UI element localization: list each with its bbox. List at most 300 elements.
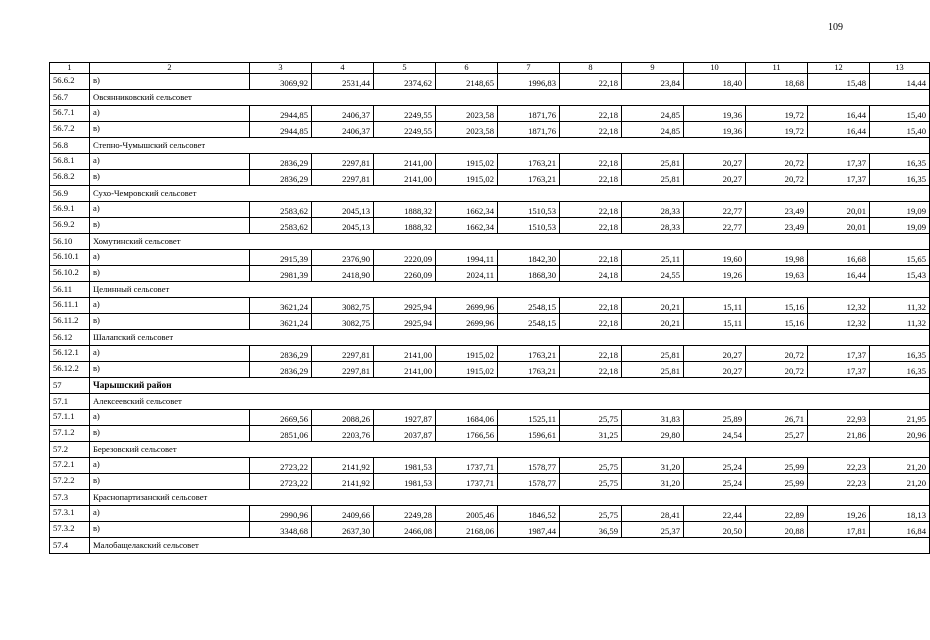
value-cell: 1888,32 [374, 218, 436, 234]
row-code: 56.8.2 [50, 170, 90, 186]
value-cell: 15,16 [746, 314, 808, 330]
column-header-row [50, 63, 930, 74]
row-code: 56.8.1 [50, 154, 90, 170]
table-row [50, 218, 930, 234]
value-cell: 20,50 [684, 522, 746, 538]
value-cell: 16,44 [808, 122, 870, 138]
value-cell: 1684,06 [436, 410, 498, 426]
council-row [50, 282, 930, 298]
value-cell: 2406,37 [312, 122, 374, 138]
value-cell: 25,81 [622, 362, 684, 378]
row-label: а) [90, 106, 250, 122]
value-cell: 25,75 [560, 458, 622, 474]
value-cell: 2990,96 [250, 506, 312, 522]
district-row [50, 378, 930, 394]
value-cell: 16,35 [870, 154, 930, 170]
table-row [50, 426, 930, 442]
council-row [50, 186, 930, 202]
value-cell: 24,55 [622, 266, 684, 282]
value-cell: 16,35 [870, 170, 930, 186]
value-cell: 1868,30 [498, 266, 560, 282]
value-cell: 20,72 [746, 170, 808, 186]
value-cell: 2637,30 [312, 522, 374, 538]
value-cell: 2220,09 [374, 250, 436, 266]
value-cell: 1871,76 [498, 122, 560, 138]
table-row [50, 202, 930, 218]
value-cell: 24,85 [622, 122, 684, 138]
value-cell: 16,35 [870, 346, 930, 362]
value-cell: 15,11 [684, 314, 746, 330]
value-cell: 2141,00 [374, 170, 436, 186]
value-cell: 2699,96 [436, 298, 498, 314]
value-cell: 25,81 [622, 170, 684, 186]
row-label: в) [90, 170, 250, 186]
value-cell: 1915,02 [436, 170, 498, 186]
row-label: а) [90, 202, 250, 218]
value-cell: 19,72 [746, 106, 808, 122]
value-cell: 2297,81 [312, 170, 374, 186]
value-cell: 15,65 [870, 250, 930, 266]
value-cell: 12,32 [808, 314, 870, 330]
value-cell: 20,88 [746, 522, 808, 538]
row-code: 57.3.1 [50, 506, 90, 522]
value-cell: 20,96 [870, 426, 930, 442]
value-cell: 25,75 [560, 506, 622, 522]
value-cell: 20,01 [808, 218, 870, 234]
value-cell: 19,36 [684, 122, 746, 138]
value-cell: 2141,92 [312, 474, 374, 490]
row-code: 56.11.2 [50, 314, 90, 330]
value-cell: 22,23 [808, 474, 870, 490]
row-code: 57.1.2 [50, 426, 90, 442]
value-cell: 1871,76 [498, 106, 560, 122]
value-cell: 25,24 [684, 458, 746, 474]
council-name: Сухо-Чемровский сельсовет [90, 186, 930, 202]
value-cell: 2699,96 [436, 314, 498, 330]
council-name: Овсянниковский сельсовет [90, 90, 930, 106]
value-cell: 2249,55 [374, 106, 436, 122]
value-cell: 1763,21 [498, 346, 560, 362]
table-row [50, 410, 930, 426]
value-cell: 17,37 [808, 346, 870, 362]
council-row [50, 538, 930, 554]
tariff-table [49, 62, 930, 554]
value-cell: 1996,83 [498, 74, 560, 90]
row-code: 57.3 [50, 490, 90, 506]
value-cell: 29,80 [622, 426, 684, 442]
value-cell: 22,18 [560, 202, 622, 218]
row-label: в) [90, 218, 250, 234]
value-cell: 22,18 [560, 106, 622, 122]
value-cell: 14,44 [870, 74, 930, 90]
column-header: 13 [870, 63, 930, 74]
value-cell: 2148,65 [436, 74, 498, 90]
value-cell: 19,63 [746, 266, 808, 282]
row-label: а) [90, 154, 250, 170]
value-cell: 22,77 [684, 202, 746, 218]
row-code: 57.1 [50, 394, 90, 410]
value-cell: 2023,58 [436, 106, 498, 122]
value-cell: 2836,29 [250, 346, 312, 362]
value-cell: 2836,29 [250, 170, 312, 186]
council-row [50, 138, 930, 154]
value-cell: 2374,62 [374, 74, 436, 90]
value-cell: 20,27 [684, 346, 746, 362]
value-cell: 2141,92 [312, 458, 374, 474]
value-cell: 28,33 [622, 202, 684, 218]
value-cell: 22,18 [560, 218, 622, 234]
column-header: 7 [498, 63, 560, 74]
value-cell: 25,24 [684, 474, 746, 490]
value-cell: 1578,77 [498, 458, 560, 474]
row-code: 57.2.1 [50, 458, 90, 474]
value-cell: 3348,68 [250, 522, 312, 538]
value-cell: 31,25 [560, 426, 622, 442]
column-header: 8 [560, 63, 622, 74]
value-cell: 22,18 [560, 362, 622, 378]
value-cell: 18,68 [746, 74, 808, 90]
value-cell: 1510,53 [498, 202, 560, 218]
value-cell: 28,41 [622, 506, 684, 522]
value-cell: 18,13 [870, 506, 930, 522]
council-name: Хомутинский сельсовет [90, 234, 930, 250]
value-cell: 2944,85 [250, 122, 312, 138]
table-body [50, 74, 930, 554]
value-cell: 1994,11 [436, 250, 498, 266]
value-cell: 19,36 [684, 106, 746, 122]
value-cell: 2723,22 [250, 458, 312, 474]
value-cell: 1766,56 [436, 426, 498, 442]
value-cell: 2141,00 [374, 154, 436, 170]
column-header: 6 [436, 63, 498, 74]
value-cell: 31,20 [622, 458, 684, 474]
row-label: в) [90, 314, 250, 330]
value-cell: 2203,76 [312, 426, 374, 442]
row-label: в) [90, 426, 250, 442]
value-cell: 25,11 [622, 250, 684, 266]
value-cell: 16,35 [870, 362, 930, 378]
value-cell: 20,27 [684, 170, 746, 186]
value-cell: 2249,28 [374, 506, 436, 522]
table-row [50, 346, 930, 362]
table-row [50, 122, 930, 138]
value-cell: 20,01 [808, 202, 870, 218]
table-row [50, 474, 930, 490]
value-cell: 2531,44 [312, 74, 374, 90]
value-cell: 2297,81 [312, 362, 374, 378]
value-cell: 22,77 [684, 218, 746, 234]
value-cell: 2548,15 [498, 298, 560, 314]
value-cell: 2851,06 [250, 426, 312, 442]
value-cell: 16,84 [870, 522, 930, 538]
value-cell: 20,72 [746, 346, 808, 362]
row-label: а) [90, 250, 250, 266]
value-cell: 3069,92 [250, 74, 312, 90]
value-cell: 17,81 [808, 522, 870, 538]
row-label: в) [90, 362, 250, 378]
value-cell: 1915,02 [436, 362, 498, 378]
row-code: 57.2 [50, 442, 90, 458]
column-header: 9 [622, 63, 684, 74]
value-cell: 22,18 [560, 298, 622, 314]
council-row [50, 330, 930, 346]
row-code: 56.10.2 [50, 266, 90, 282]
council-row [50, 490, 930, 506]
value-cell: 2168,06 [436, 522, 498, 538]
row-code: 57.3.2 [50, 522, 90, 538]
value-cell: 1662,34 [436, 218, 498, 234]
value-cell: 2723,22 [250, 474, 312, 490]
value-cell: 31,83 [622, 410, 684, 426]
value-cell: 20,21 [622, 314, 684, 330]
value-cell: 22,18 [560, 346, 622, 362]
council-row [50, 234, 930, 250]
value-cell: 15,16 [746, 298, 808, 314]
row-code: 56.9.1 [50, 202, 90, 218]
value-cell: 2045,13 [312, 202, 374, 218]
value-cell: 11,32 [870, 298, 930, 314]
column-header: 1 [50, 63, 90, 74]
value-cell: 16,68 [808, 250, 870, 266]
value-cell: 2836,29 [250, 154, 312, 170]
row-label: в) [90, 266, 250, 282]
value-cell: 22,93 [808, 410, 870, 426]
value-cell: 2141,00 [374, 346, 436, 362]
council-name: Краснопартизанский сельсовет [90, 490, 930, 506]
value-cell: 2418,90 [312, 266, 374, 282]
value-cell: 15,40 [870, 122, 930, 138]
value-cell: 25,75 [560, 474, 622, 490]
value-cell: 22,18 [560, 74, 622, 90]
value-cell: 25,37 [622, 522, 684, 538]
council-name: Степно-Чумышский сельсовет [90, 138, 930, 154]
value-cell: 2260,09 [374, 266, 436, 282]
table-row [50, 106, 930, 122]
value-cell: 19,26 [684, 266, 746, 282]
column-header: 12 [808, 63, 870, 74]
value-cell: 20,72 [746, 362, 808, 378]
value-cell: 1578,77 [498, 474, 560, 490]
table-row [50, 458, 930, 474]
row-code: 56.7.2 [50, 122, 90, 138]
value-cell: 1915,02 [436, 154, 498, 170]
value-cell: 1915,02 [436, 346, 498, 362]
value-cell: 23,49 [746, 202, 808, 218]
value-cell: 25,81 [622, 346, 684, 362]
value-cell: 17,37 [808, 170, 870, 186]
table-row [50, 154, 930, 170]
row-code: 56.7.1 [50, 106, 90, 122]
value-cell: 22,18 [560, 250, 622, 266]
value-cell: 25,81 [622, 154, 684, 170]
value-cell: 19,26 [808, 506, 870, 522]
table-row [50, 506, 930, 522]
value-cell: 20,21 [622, 298, 684, 314]
value-cell: 25,99 [746, 474, 808, 490]
value-cell: 17,37 [808, 154, 870, 170]
value-cell: 12,32 [808, 298, 870, 314]
value-cell: 16,44 [808, 266, 870, 282]
value-cell: 2583,62 [250, 218, 312, 234]
row-label: в) [90, 122, 250, 138]
value-cell: 23,84 [622, 74, 684, 90]
council-name: Алексеевский сельсовет [90, 394, 930, 410]
value-cell: 2944,85 [250, 106, 312, 122]
row-code: 57.2.2 [50, 474, 90, 490]
value-cell: 31,20 [622, 474, 684, 490]
value-cell: 22,18 [560, 154, 622, 170]
value-cell: 1846,52 [498, 506, 560, 522]
value-cell: 3621,24 [250, 314, 312, 330]
value-cell: 1763,21 [498, 362, 560, 378]
value-cell: 2981,39 [250, 266, 312, 282]
council-name: Березовский сельсовет [90, 442, 930, 458]
value-cell: 3082,75 [312, 298, 374, 314]
row-code: 57 [50, 378, 90, 394]
row-code: 56.10 [50, 234, 90, 250]
value-cell: 21,86 [808, 426, 870, 442]
value-cell: 3621,24 [250, 298, 312, 314]
row-label: а) [90, 298, 250, 314]
table-row [50, 522, 930, 538]
row-code: 56.9 [50, 186, 90, 202]
row-code: 56.11 [50, 282, 90, 298]
value-cell: 36,59 [560, 522, 622, 538]
value-cell: 2409,66 [312, 506, 374, 522]
value-cell: 2548,15 [498, 314, 560, 330]
row-code: 56.10.1 [50, 250, 90, 266]
table-row [50, 250, 930, 266]
value-cell: 2088,26 [312, 410, 374, 426]
column-header: 4 [312, 63, 374, 74]
value-cell: 2037,87 [374, 426, 436, 442]
value-cell: 2249,55 [374, 122, 436, 138]
value-cell: 2669,56 [250, 410, 312, 426]
value-cell: 2005,46 [436, 506, 498, 522]
value-cell: 15,40 [870, 106, 930, 122]
value-cell: 20,27 [684, 362, 746, 378]
value-cell: 21,20 [870, 474, 930, 490]
value-cell: 2466,08 [374, 522, 436, 538]
table-row [50, 298, 930, 314]
council-row [50, 90, 930, 106]
value-cell: 2141,00 [374, 362, 436, 378]
row-code: 56.9.2 [50, 218, 90, 234]
value-cell: 24,18 [560, 266, 622, 282]
table-row [50, 170, 930, 186]
table-row [50, 314, 930, 330]
value-cell: 18,40 [684, 74, 746, 90]
value-cell: 1763,21 [498, 170, 560, 186]
value-cell: 1662,34 [436, 202, 498, 218]
row-label: а) [90, 458, 250, 474]
value-cell: 25,89 [684, 410, 746, 426]
value-cell: 2297,81 [312, 346, 374, 362]
value-cell: 1737,71 [436, 458, 498, 474]
value-cell: 16,44 [808, 106, 870, 122]
value-cell: 21,95 [870, 410, 930, 426]
value-cell: 1842,30 [498, 250, 560, 266]
value-cell: 1987,44 [498, 522, 560, 538]
value-cell: 2583,62 [250, 202, 312, 218]
value-cell: 1888,32 [374, 202, 436, 218]
value-cell: 15,48 [808, 74, 870, 90]
council-row [50, 394, 930, 410]
row-label: в) [90, 474, 250, 490]
value-cell: 1927,87 [374, 410, 436, 426]
council-row [50, 442, 930, 458]
value-cell: 25,75 [560, 410, 622, 426]
value-cell: 24,54 [684, 426, 746, 442]
value-cell: 19,09 [870, 202, 930, 218]
value-cell: 25,27 [746, 426, 808, 442]
row-label: а) [90, 506, 250, 522]
value-cell: 17,37 [808, 362, 870, 378]
column-header: 5 [374, 63, 436, 74]
row-code: 56.12 [50, 330, 90, 346]
table-row [50, 74, 930, 90]
value-cell: 22,89 [746, 506, 808, 522]
row-label: а) [90, 346, 250, 362]
row-label: в) [90, 74, 250, 90]
value-cell: 23,49 [746, 218, 808, 234]
value-cell: 2297,81 [312, 154, 374, 170]
value-cell: 1981,53 [374, 458, 436, 474]
value-cell: 2376,90 [312, 250, 374, 266]
value-cell: 22,18 [560, 122, 622, 138]
value-cell: 2024,11 [436, 266, 498, 282]
value-cell: 2406,37 [312, 106, 374, 122]
value-cell: 1596,61 [498, 426, 560, 442]
value-cell: 2023,58 [436, 122, 498, 138]
value-cell: 20,27 [684, 154, 746, 170]
row-code: 57.1.1 [50, 410, 90, 426]
row-code: 56.8 [50, 138, 90, 154]
row-code: 57.4 [50, 538, 90, 554]
district-name: Чарышский район [90, 378, 930, 394]
value-cell: 2925,94 [374, 298, 436, 314]
value-cell: 19,72 [746, 122, 808, 138]
row-code: 56.12.2 [50, 362, 90, 378]
column-header: 10 [684, 63, 746, 74]
value-cell: 24,85 [622, 106, 684, 122]
value-cell: 20,72 [746, 154, 808, 170]
value-cell: 2045,13 [312, 218, 374, 234]
council-name: Целинный сельсовет [90, 282, 930, 298]
table-row [50, 362, 930, 378]
value-cell: 1763,21 [498, 154, 560, 170]
value-cell: 1981,53 [374, 474, 436, 490]
table-row [50, 266, 930, 282]
value-cell: 22,18 [560, 314, 622, 330]
value-cell: 1737,71 [436, 474, 498, 490]
council-name: Малобащелакский сельсовет [90, 538, 930, 554]
value-cell: 15,11 [684, 298, 746, 314]
column-header: 11 [746, 63, 808, 74]
value-cell: 2836,29 [250, 362, 312, 378]
value-cell: 25,99 [746, 458, 808, 474]
row-code: 56.7 [50, 90, 90, 106]
council-name: Шалапский сельсовет [90, 330, 930, 346]
value-cell: 22,44 [684, 506, 746, 522]
value-cell: 15,43 [870, 266, 930, 282]
column-header: 2 [90, 63, 250, 74]
row-label: в) [90, 522, 250, 538]
value-cell: 22,23 [808, 458, 870, 474]
value-cell: 22,18 [560, 170, 622, 186]
value-cell: 28,33 [622, 218, 684, 234]
value-cell: 11,32 [870, 314, 930, 330]
